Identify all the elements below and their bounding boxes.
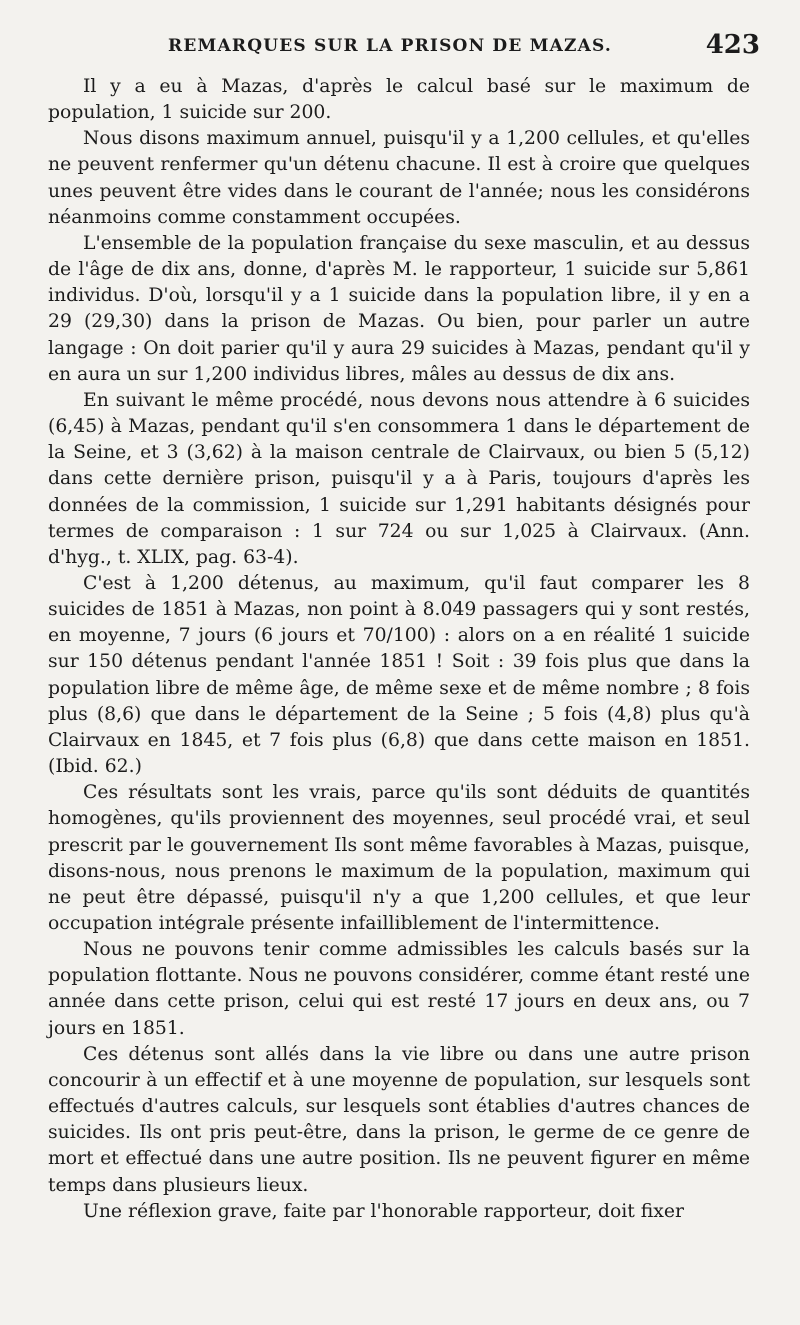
paragraph: L'ensemble de la population française du sexe masculin, et au dessus de l'âge de dix ans, donne, d'après M. le rapporteur, 1 suicide sur 5,861 individus. D'où, lorsqu'il y a 1 suicide dans la population libre, il y en a 29 (29,30) dans la prison de Mazas. Ou bien, pour parler un autre langage : On doit parier qu'il y aura 29 suicides à Mazas, pendant qu'il y en aura un sur 1,200 individus libres, mâles au dessus de dix ans. [48,232,750,385]
paragraph: Ces résultats sont les vrais, parce qu'ils sont déduits de quantités homogènes, qu'ils proviennent des moyennes, seul procédé vrai, et seul prescrit par le gouvernement Ils sont même favorables à Mazas, puisque, disons-nous, nous prenons le maximum de la population, maximum qui ne peut être dépassé, puisqu'il n'y a que 1,200 cellules, et que leur occupation intégrale présente infailliblement de l'intermittence. [48,782,750,934]
paragraph: En suivant le même procédé, nous devons nous attendre à 6 suicides (6,45) à Mazas, pendant qu'il s'en consommera 1 dans le département de la Seine, et 3 (3,62) à la maison centrale de Clairvaux, ou bien 5 (5,12) dans cette dernière prison, puisqu'il y a à Paris, toujours d'après les données de la commission, 1 suicide sur 1,291 habitants désignés pour termes de comparaison : 1 sur 724 ou sur 1,025 à Clairvaux. (Ann. d'hyg., t. XLIX, pag. 63-4). [48,389,750,568]
paragraph: C'est à 1,200 détenus, au maximum, qu'il faut comparer les 8 suicides de 1851 à Mazas, non point à 8.049 passagers qui y sont restés, en moyenne, 7 jours (6 jours et 70/100) : alors on a en réalité 1 suicide sur 150 détenus pendant l'année 1851 ! Soit : 39 fois plus que dans la population libre de même âge, de même sexe et de même nombre ; 8 fois plus (8,6) que dans le département de la Seine ; 5 fois (4,8) plus qu'à Clairvaux en 1845, et 7 fois plus (6,8) que dans cette maison en 1851. (Ibid. 62.) [48,572,750,778]
paragraph: Nous disons maximum annuel, puisqu'il y a 1,200 cellules, et qu'elles ne peuvent renfermer qu'un détenu chacune. Il est à croire que quelques unes peuvent être vides dans le courant de l'année; nous les considérons néanmoins comme constamment occupées. [48,128,750,228]
page-header [0,30,800,64]
paragraph: Ces détenus sont allés dans la vie libre ou dans une autre prison concourir à un effectif et à une moyenne de population, sur lesquels sont effectués d'autres calculs, sur lesquels sont établies d'autres chances de suicides. Ils ont pris peut-être, dans la prison, le germe de ce genre de mort et effectué dans une autre position. Ils ne peuvent figurer en même temps dans plusieurs lieux. [48,1043,750,1196]
paragraph: Nous ne pouvons tenir comme admissibles les calculs basés sur la population flottante. Nous ne pouvons considérer, comme étant resté une année dans cette prison, celui qui est resté 17 jours en deux ans, ou 7 jours en 1851. [48,939,750,1039]
body-text [48,74,750,1225]
running-title: REMARQUES SUR LA PRISON DE MAZAS. [168,36,613,56]
page-number: 423 [705,30,760,60]
paragraph: Une réflexion grave, faite par l'honorable rapporteur, doit fixer [83,1200,684,1222]
paragraph: Il y a eu à Mazas, d'après le calcul basé sur le maximum de population, 1 suicide sur 200. [48,76,750,124]
